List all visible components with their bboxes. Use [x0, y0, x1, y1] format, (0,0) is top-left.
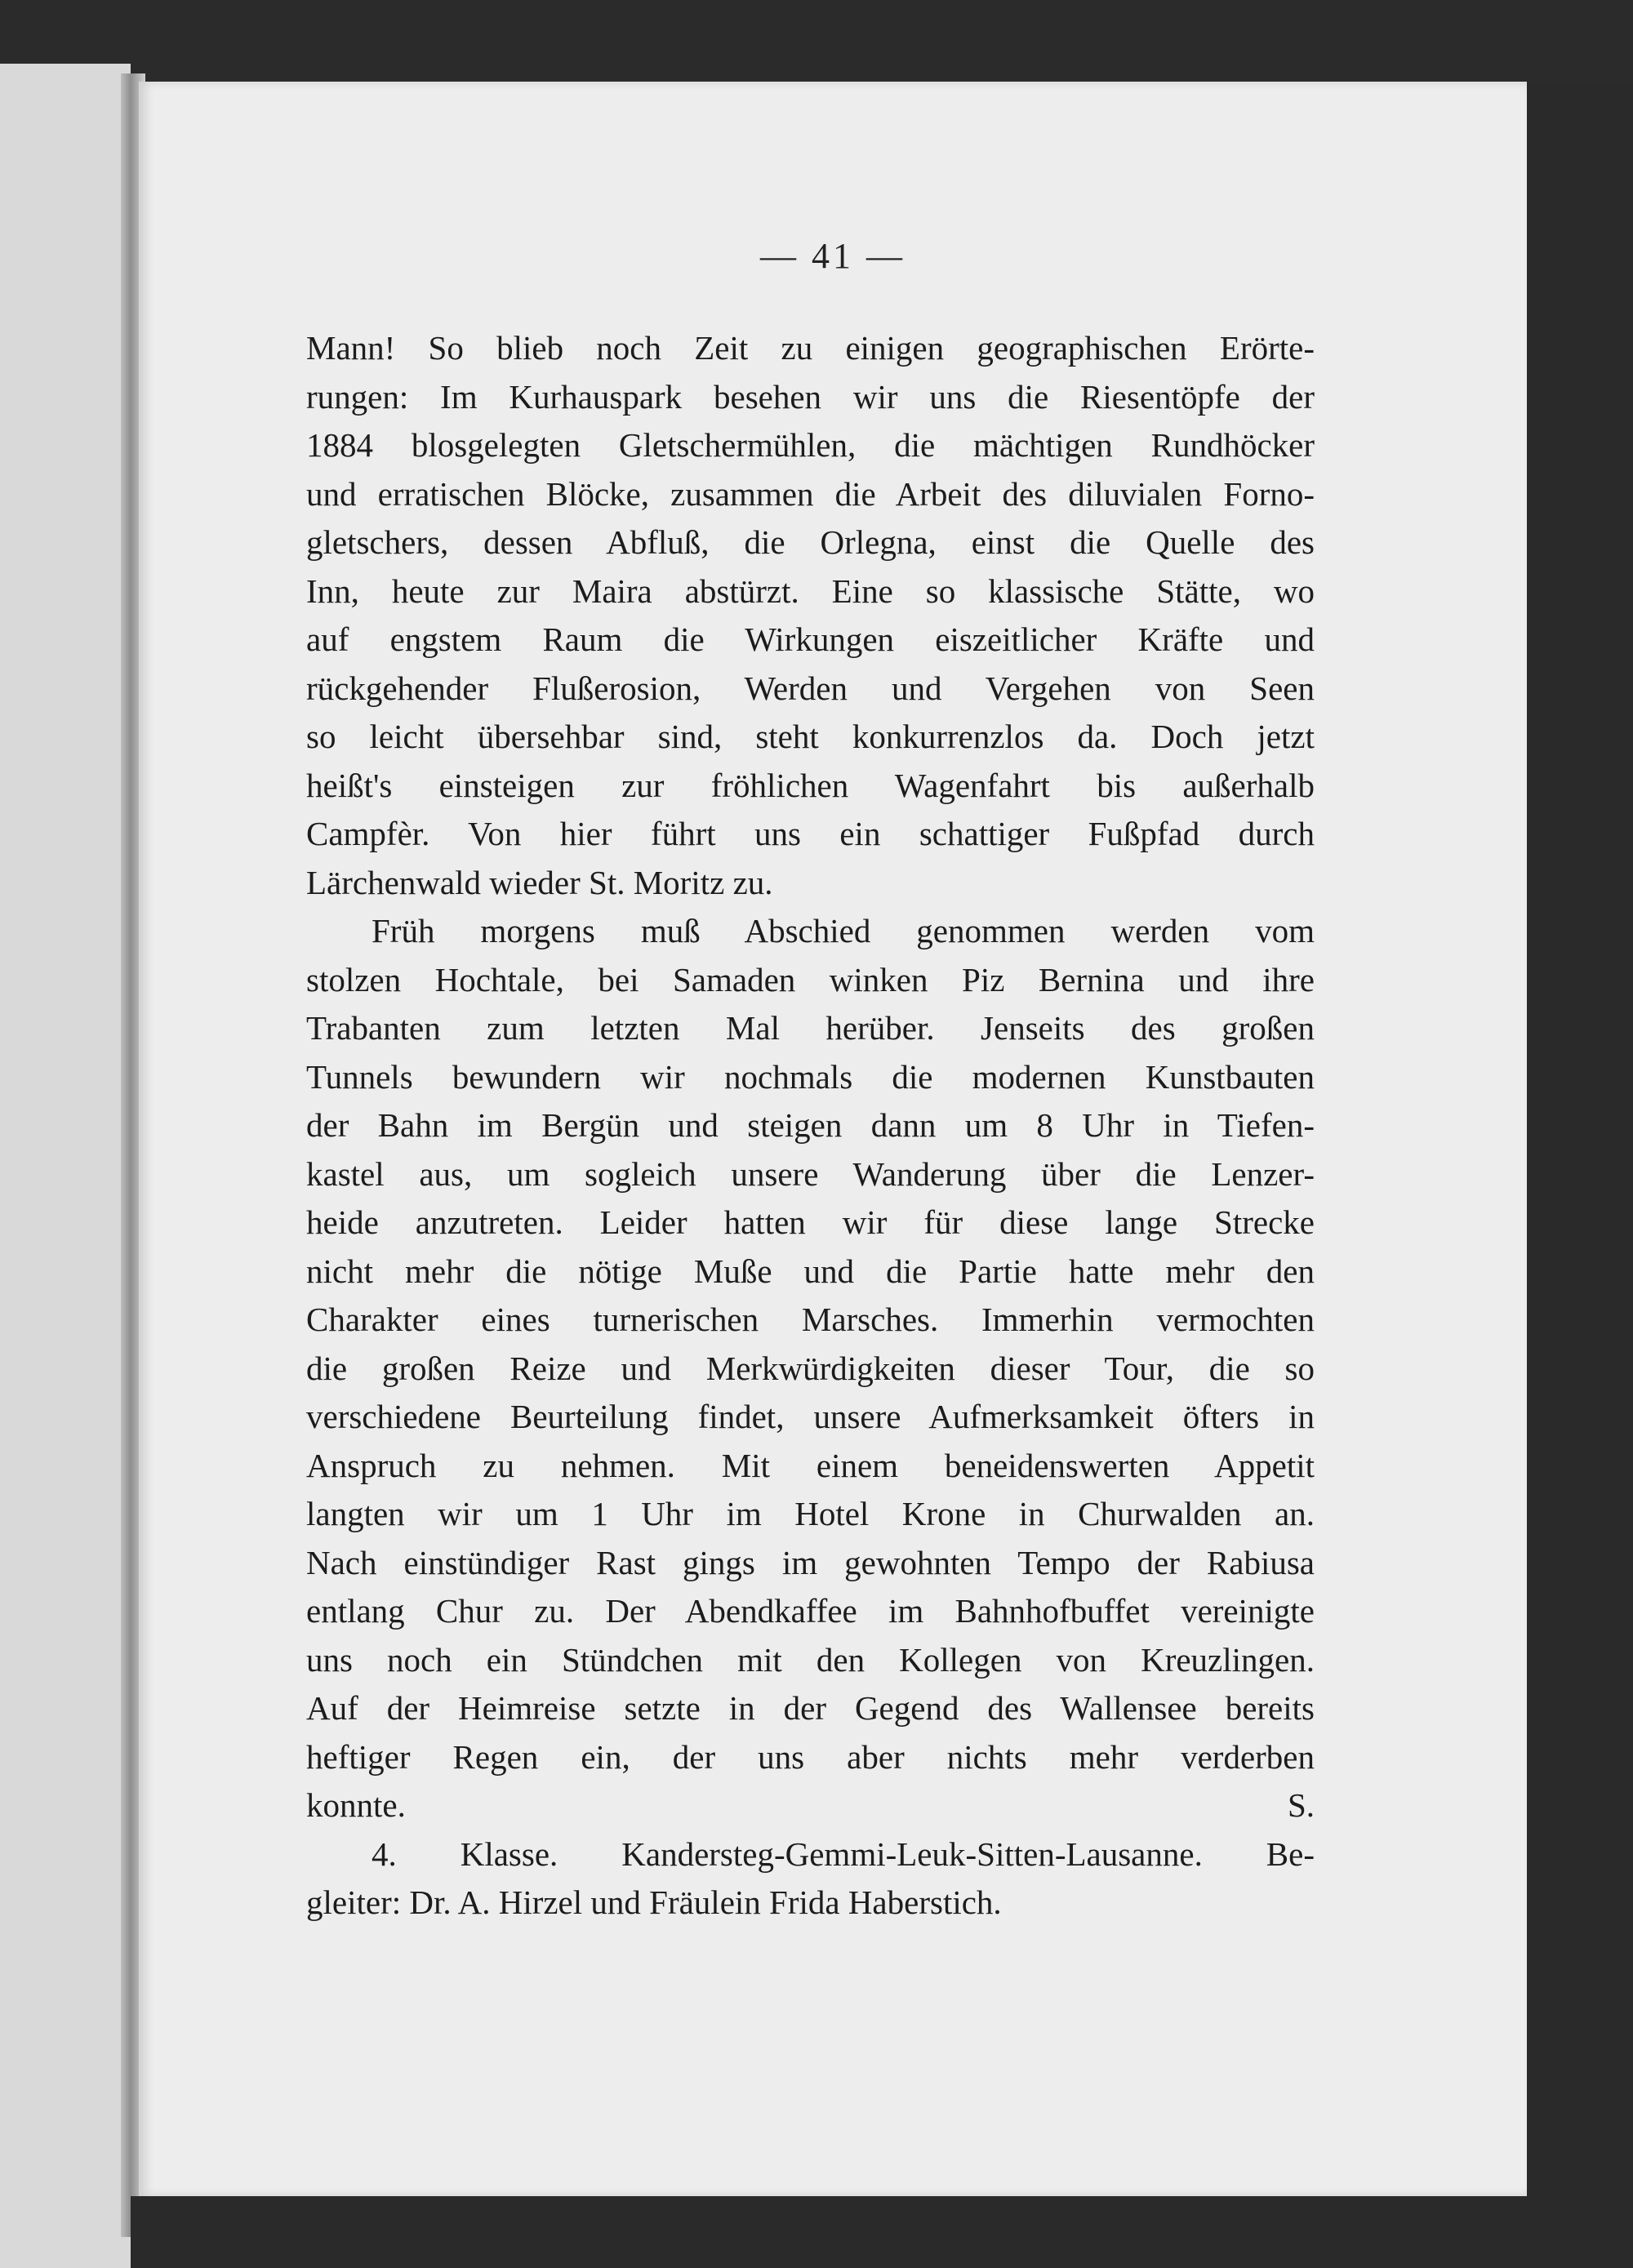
text-line: Charakter eines turnerischen Marsches. Immerhin vermochten [306, 1301, 1315, 1338]
page-number: — 41 — [760, 236, 905, 276]
text-line: so leicht übersehbar sind, steht konkurrenzlos da. Doch jetzt [306, 718, 1315, 755]
scanner-border-bottom [131, 2196, 1633, 2268]
text-line: Tunnels bewundern wir nochmals die modernen Kunstbauten [306, 1057, 1315, 1096]
text-line: Anspruch zu nehmen. Mit einem beneidenswerten Appetit [306, 1446, 1315, 1484]
text-line: rungen: Im Kurhauspark besehen wir uns die Riesentöpfe der [306, 377, 1315, 416]
text-line: Früh morgens muß Abschied genommen werden vom [372, 912, 1315, 949]
text-line: der Bahn im Bergün und steigen dann um 8 Uhr in Tiefen- [306, 1106, 1315, 1144]
text-line: gletschers, dessen Abfluß, die Orlegna, einst die Quelle des [306, 523, 1315, 561]
text-line: Nach einstündiger Rast gings im gewohnten Tempo der Rabiusa [306, 1543, 1315, 1581]
text-line: 4. Klasse. Kandersteg-Gemmi-Leuk-Sitten-Lausanne. Be- [372, 1834, 1315, 1873]
text-line: Mann! So blieb noch Zeit zu einigen geographischen Erörte- [306, 329, 1315, 367]
body-text [306, 324, 1315, 1928]
text-line: Lärchenwald wieder St. Moritz zu. [306, 863, 773, 901]
text-line: kastel aus, um sogleich unsere Wanderung über die Lenzer- [306, 1154, 1315, 1193]
text-line: Trabanten zum letzten Mal herüber. Jenseits des großen [306, 1009, 1315, 1047]
text-line: Auf der Heimreise setzte in der Gegend des Wallensee bereits [306, 1689, 1315, 1727]
text-line-with-signature [306, 1781, 1315, 1830]
text-line: und erratischen Blöcke, zusammen die Arbeit des diluvialen Forno- [306, 474, 1315, 513]
text-line: uns noch ein Stündchen mit den Kollegen von Kreuzlingen. [306, 1640, 1315, 1679]
text-line: nicht mehr die nötige Muße und die Partie hatte mehr den [306, 1252, 1315, 1290]
text-line: verschiedene Beurteilung findet, unsere Aufmerksamkeit öfters in [306, 1398, 1315, 1435]
author-signature: S. [1287, 1786, 1315, 1824]
text-line: konnte. [306, 1786, 406, 1824]
text-line: heißt's einsteigen zur fröhlichen Wagenfahrt bis außerhalb [306, 766, 1315, 804]
scanner-border-top [0, 0, 1633, 82]
text-line: auf engstem Raum die Wirkungen eiszeitlicher Kräfte und [306, 620, 1315, 658]
text-line: rückgehender Flußerosion, Werden und Vergehen von Seen [306, 669, 1315, 707]
facing-page-edge [0, 64, 131, 2268]
text-line: heide anzutreten. Leider hatten wir für diese lange Strecke [306, 1203, 1315, 1241]
text-line: langten wir um 1 Uhr im Hotel Krone in Churwalden an. [306, 1495, 1315, 1532]
text-line: Inn, heute zur Maira abstürzt. Eine so klassische Stätte, wo [306, 571, 1315, 610]
scanner-border-right [1527, 82, 1633, 2268]
text-line: gleiter: Dr. A. Hirzel und Fräulein Frida Haberstich. [306, 1883, 1002, 1921]
text-line: heftiger Regen ein, der uns aber nichts mehr verderben [306, 1737, 1315, 1776]
text-line: Campfèr. Von hier führt uns ein schattiger Fußpfad durch [306, 815, 1315, 852]
text-line: entlang Chur zu. Der Abendkaffee im Bahnhofbuffet vereinigte [306, 1592, 1315, 1630]
text-line: stolzen Hochtale, bei Samaden winken Piz Bernina und ihre [306, 960, 1315, 998]
text-line: 1884 blosgelegten Gletschermühlen, die mächtigen Rundhöcker [306, 426, 1315, 464]
text-line: die großen Reize und Merkwürdigkeiten dieser Tour, die so [306, 1349, 1315, 1387]
